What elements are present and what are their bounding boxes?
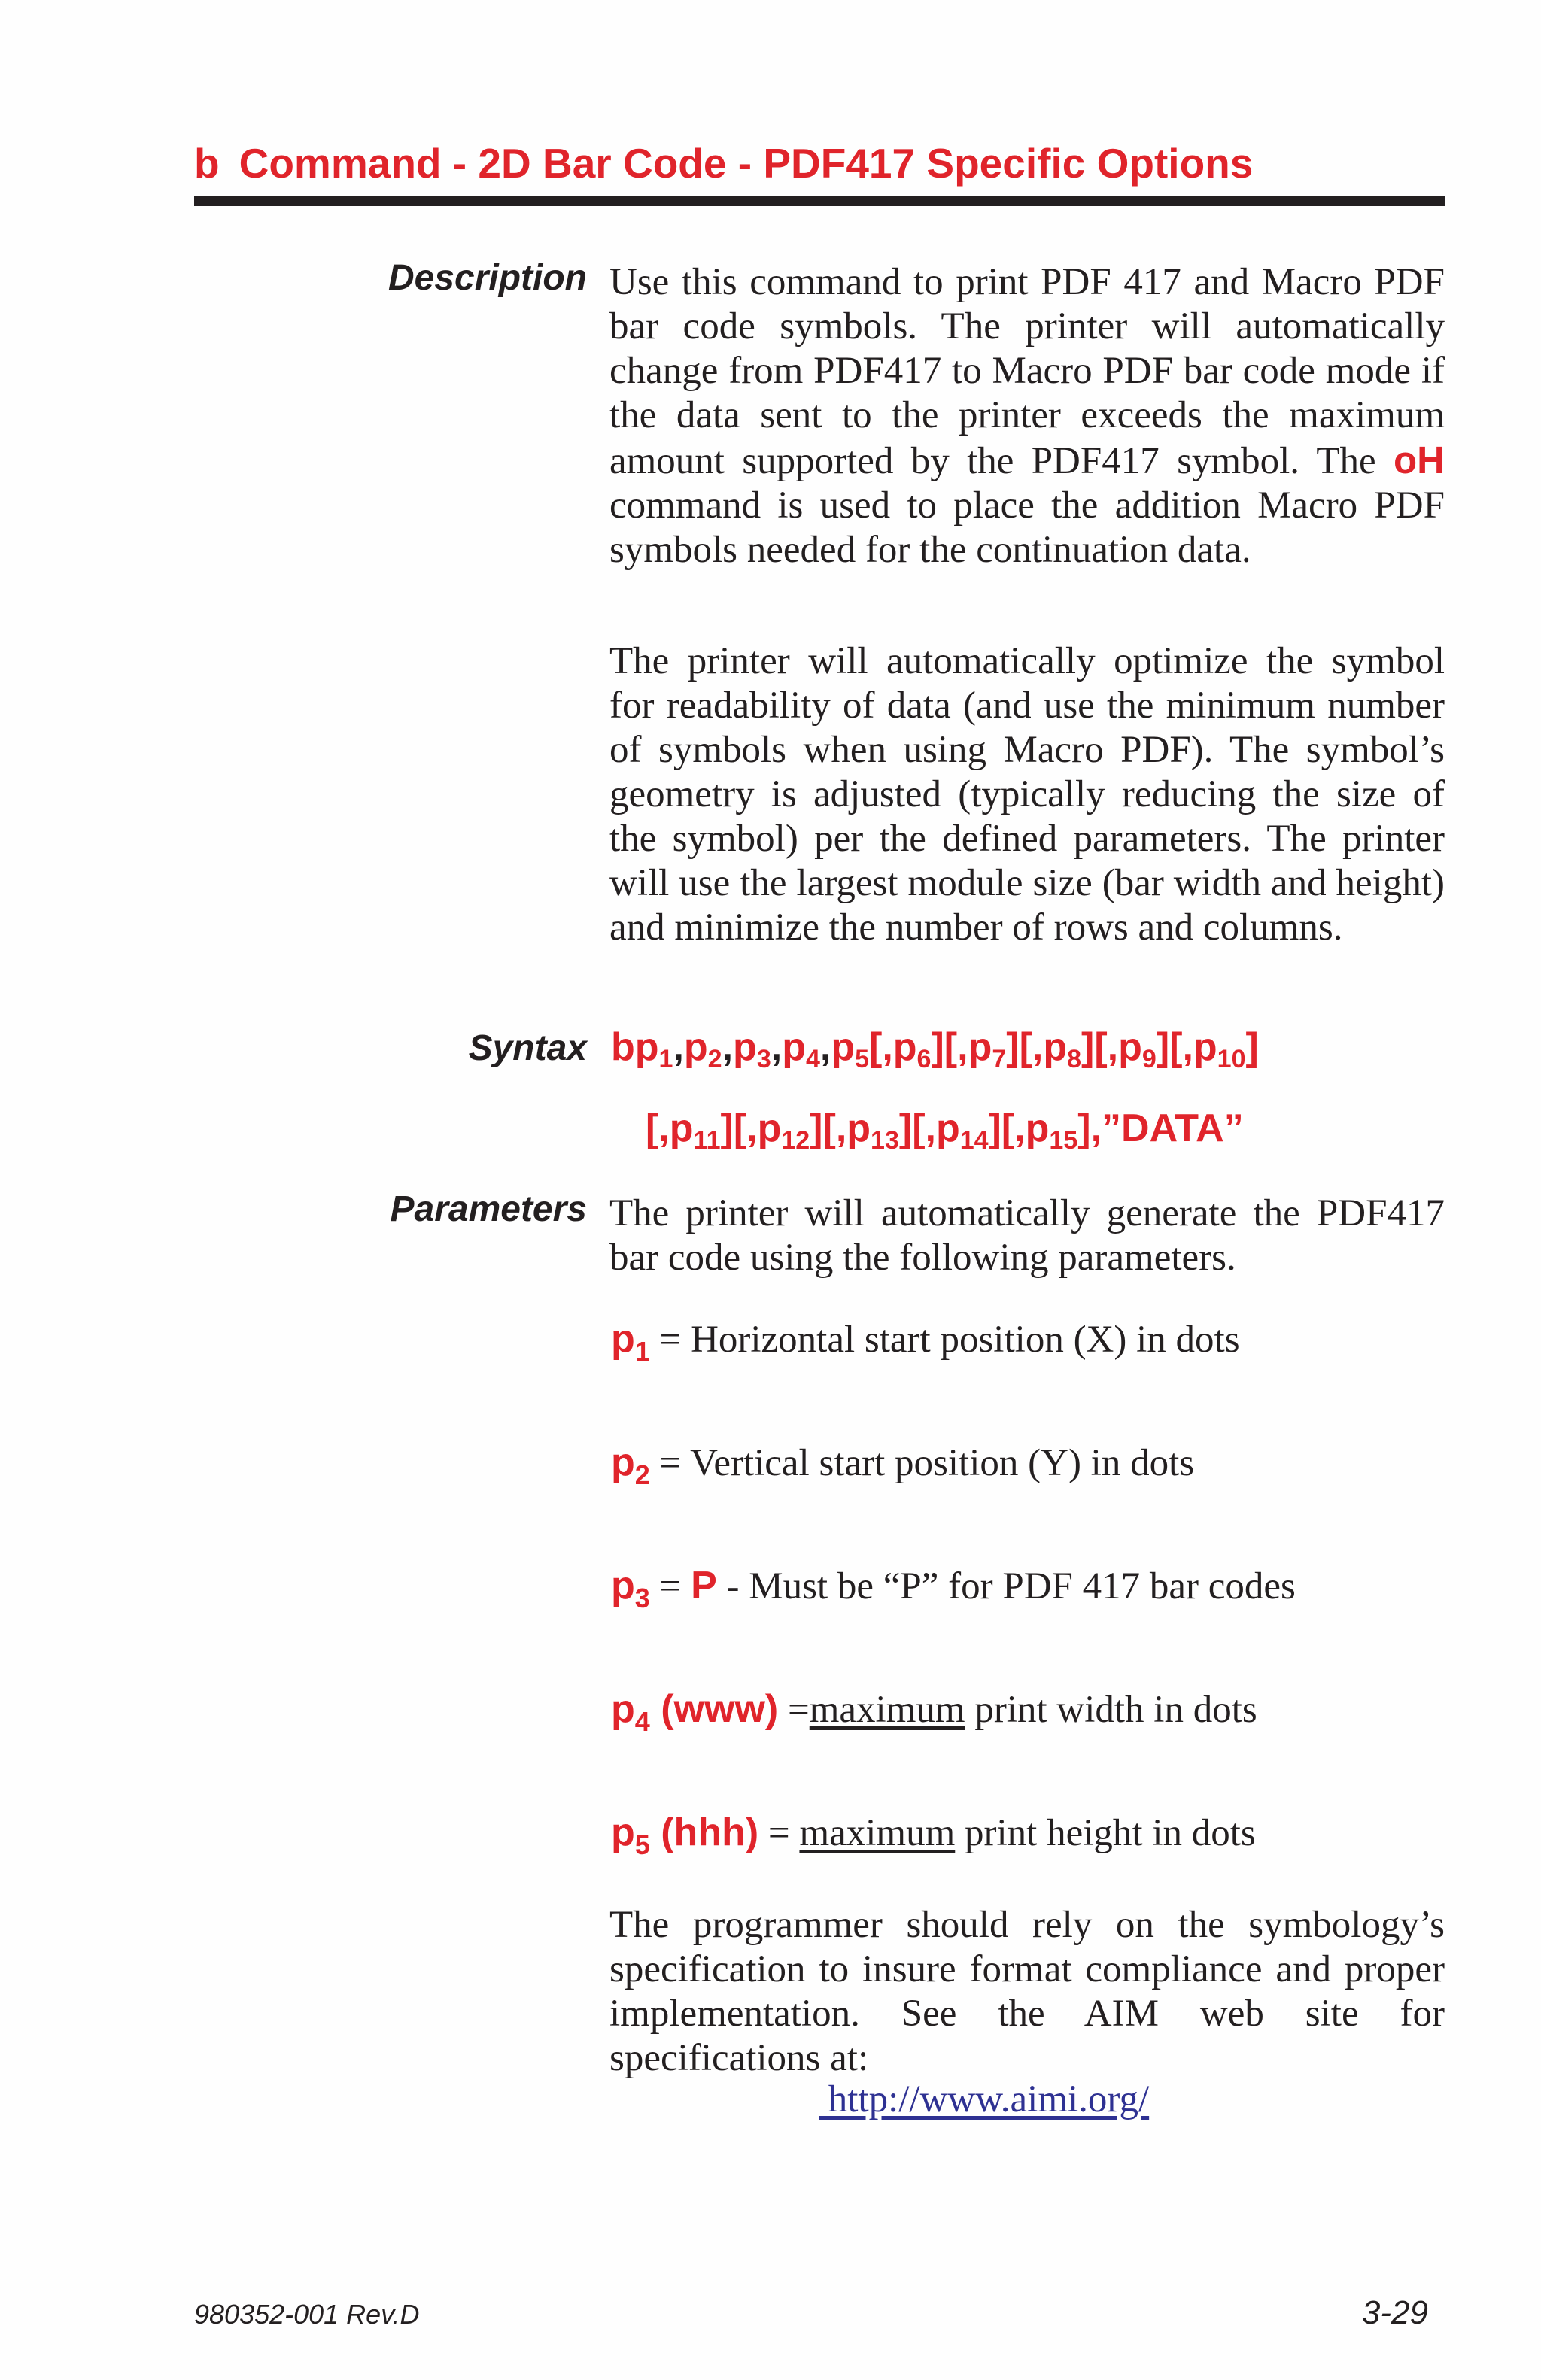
parameter-description: Horizontal start position (X) in dots bbox=[691, 1319, 1240, 1361]
parameter-p5: $p_5$ (hhh) = maximum print height in dots bbox=[611, 1811, 1256, 1860]
command-letter: b bbox=[194, 140, 220, 187]
parameters-label: Parameters bbox=[390, 1189, 587, 1229]
page-number: 3-29 bbox=[1361, 2294, 1428, 2331]
parameter-value: P bbox=[691, 1564, 717, 1607]
header-rule bbox=[194, 196, 1445, 206]
syntax-label: Syntax bbox=[468, 1028, 587, 1068]
parameter-description: print height in dots bbox=[955, 1812, 1256, 1854]
syntax-line-2: $[,p_{11}][,p_{12}][,p_{13}][,p_{14}][,p_{15}],”DATA$” bbox=[646, 1107, 1244, 1155]
parameter-description: - Must be “P” for PDF 417 bar codes bbox=[716, 1565, 1296, 1607]
parameter-p3: $p_3 = P$ - Must be “P” for PDF 417 bar codes bbox=[611, 1564, 1296, 1613]
syntax-data: ,”DATA” bbox=[1090, 1107, 1244, 1150]
document-number: 980352-001 Rev.D bbox=[194, 2299, 420, 2330]
syntax-line-1: $bp_1,p_2,p_3,p_4,p_5[,p_6][,p_7][,p_8][,p_9][,p_{10}]$ bbox=[611, 1025, 1259, 1073]
description-text-b: command is used to place the addition Macro PDF symbols needed for the continuation data. bbox=[609, 484, 1445, 571]
parameter-description: Vertical start position (Y) in dots bbox=[690, 1442, 1195, 1484]
description-text-a: Use this command to print PDF 417 and Macro PDF bar code symbols. The printer will automatically change from PDF417 to Macro PDF bar code mode if the data sent to the printer exceeds the maximum amount supported by the PDF417 symbol. The bbox=[609, 261, 1445, 482]
section-title: Command - 2D Bar Code - PDF417 Specific Options bbox=[239, 140, 1254, 187]
parameter-p2: $p_2$ = Vertical start position (Y) in dots bbox=[611, 1440, 1195, 1490]
page-title bbox=[194, 137, 1445, 190]
description-paragraph-1 bbox=[609, 260, 1445, 572]
syntax-command: b bbox=[611, 1025, 635, 1069]
closing-paragraph: The programmer should rely on the symbology’s specification to insure format compliance and proper implementation. See the AIM web site for specifications at: bbox=[609, 1904, 1445, 2079]
parameter-p4: $p_4$ (www) =maximum print width in dots bbox=[611, 1687, 1257, 1737]
parameters-intro: The printer will automatically generate the PDF417 bar code using the following parameters. bbox=[609, 1192, 1445, 1279]
parameter-p1: $p_1$ = Horizontal start position (X) in dots bbox=[611, 1317, 1240, 1367]
description-label: Description bbox=[388, 258, 587, 298]
description-paragraph-2: The printer will automatically optimize the symbol for readability of data (and use the minimum number of symbols when using Macro PDF). The symbol’s geometry is adjusted (typically reducing the size of the symbol) per the defined parameters. The printer will use the largest module size (bar width and height) and minimize the number of rows and columns. bbox=[609, 640, 1445, 949]
parameter-description: print width in dots bbox=[965, 1689, 1257, 1731]
aim-website-link[interactable]: http://www.aimi.org/ bbox=[819, 2078, 1150, 2120]
oh-command: oH bbox=[1394, 439, 1445, 481]
